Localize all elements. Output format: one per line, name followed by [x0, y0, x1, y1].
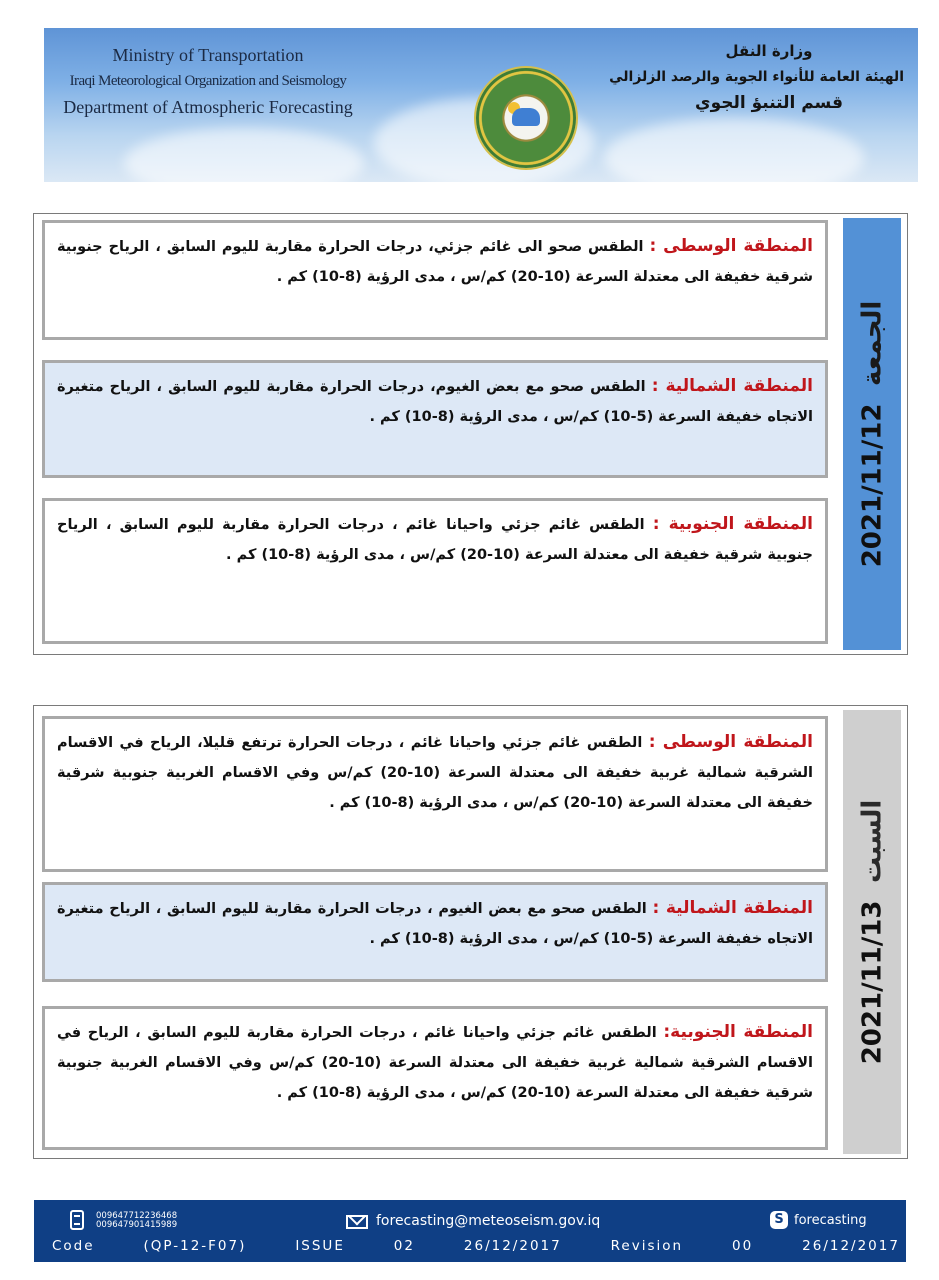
- region-forecast-text: الطقس صحو مع بعض الغيوم ، درجات الحرارة مقاربة لليوم السابق ، الرياح متغيرة الاتجاه خفيفة السرعة (5-10) كم/س ، مدى الرؤية (8-10) كم .: [57, 901, 813, 947]
- region-title: المنطقة الجنوبية :: [652, 514, 814, 534]
- day-forecast-2: [33, 705, 908, 1159]
- skype-icon: S: [770, 1211, 788, 1229]
- code-label: Code: [52, 1238, 95, 1254]
- day-name: السبت: [857, 799, 888, 883]
- header-banner: [44, 28, 918, 182]
- header-arabic: [609, 38, 904, 116]
- document-code-line: [52, 1238, 900, 1254]
- region-box-north-day1: [42, 360, 828, 478]
- region-forecast-text: الطقس صحو الى غائم جزئي، درجات الحرارة مقاربة لليوم السابق ، الرياح جنوبية شرقية خفيفة الى معتدلة السرعة (10-20) كم/س ، مدى الرؤية (8-10) كم .: [57, 239, 813, 285]
- ministry-name-ar: وزارة النقل: [725, 42, 813, 60]
- code-value: (QP-12-F07): [143, 1238, 247, 1254]
- region-title: المنطقة الجنوبية:: [663, 1022, 813, 1042]
- issue-date: 26/12/2017: [463, 1238, 562, 1254]
- region-box-north-day2: [42, 882, 828, 982]
- department-name-ar: قسم التنبؤ الجوي: [695, 93, 843, 113]
- region-title: المنطقة الشمالية :: [652, 898, 813, 918]
- day-name: الجمعة: [857, 300, 887, 386]
- revision-label: Revision: [610, 1238, 684, 1254]
- region-box-south-day2: [42, 1006, 828, 1150]
- email-link[interactable]: forecasting@meteoseism.gov.iq: [376, 1213, 601, 1229]
- day-label-sidebar-2: [843, 710, 901, 1154]
- ministry-name-en: Ministry of Transportation: [112, 45, 304, 65]
- region-forecast-text: الطقس غائم جزئي واحيانا غائم ، درجات الحرارة مقاربة لليوم السابق ، الرياح في الاقسام الشرقية شمالية غربية خفيفة الى معتدلة السرعة (10-20) كم/س وفي الاقسام الغربية جنوبية شرقية خفيفة الى معتدلة السرعة (10-20) كم/س ، مدى الرؤية (8-10) كم .: [57, 1025, 813, 1101]
- mail-icon: [346, 1215, 368, 1229]
- region-title: المنطقة الوسطى :: [648, 732, 813, 752]
- region-box-south-day1: [42, 498, 828, 644]
- day-date: 2021/11/13: [857, 900, 888, 1065]
- footer-bar: [34, 1200, 906, 1262]
- region-box-central-day1: [42, 220, 828, 340]
- phone-numbers: [96, 1212, 177, 1230]
- phone-icon: [70, 1210, 84, 1230]
- revision-date: 26/12/2017: [802, 1238, 900, 1254]
- header-english: [58, 42, 358, 120]
- day-label-sidebar-1: [843, 218, 901, 650]
- organization-logo-icon: [476, 68, 576, 168]
- phone-number-2: 009647901415989: [96, 1220, 178, 1230]
- issue-value: 02: [393, 1238, 415, 1254]
- issue-label: ISSUE: [295, 1238, 345, 1254]
- region-box-central-day2: [42, 716, 828, 872]
- region-forecast-text: الطقس غائم جزئي واحيانا غائم ، درجات الحرارة مقاربة لليوم السابق ، الرياح جنوبية شرقية خفيفة الى معتدلة السرعة (10-20) كم/س ، مدى الرؤية (8-10) كم .: [57, 517, 813, 563]
- day-date: 2021/11/12: [857, 403, 887, 568]
- region-title: المنطقة الشمالية :: [651, 376, 813, 396]
- revision-value: 00: [732, 1238, 754, 1254]
- region-forecast-text: الطقس غائم جزئي واحيانا غائم ، درجات الحرارة ترتفع قليلا، الرياح في الاقسام الشرقية شمالية غربية خفيفة الى معتدلة السرعة (10-20) كم/س وفي الاقسام الغربية جنوبية شرقية خفيفة الى معتدلة السرعة (10-20) كم/س ، مدى الرؤية (8-10) كم .: [57, 735, 813, 811]
- department-name-en: Department of Atmospheric Forecasting: [63, 97, 353, 117]
- skype-handle: forecasting: [794, 1213, 867, 1228]
- organization-name-ar: الهيئة العامة للأنواء الجوية والرصد الزلزالي: [609, 69, 904, 85]
- region-forecast-text: الطقس صحو مع بعض الغيوم، درجات الحرارة مقاربة لليوم السابق ، الرياح متغيرة الاتجاه خفيفة السرعة (5-10) كم/س ، مدى الرؤية (8-10) كم .: [57, 379, 813, 425]
- day-forecast-1: [33, 213, 908, 655]
- phone-number-1: 009647712236468: [96, 1211, 178, 1221]
- organization-name-en: Iraqi Meteorological Organization and Seismology: [69, 73, 347, 89]
- region-title: المنطقة الوسطى :: [649, 236, 813, 256]
